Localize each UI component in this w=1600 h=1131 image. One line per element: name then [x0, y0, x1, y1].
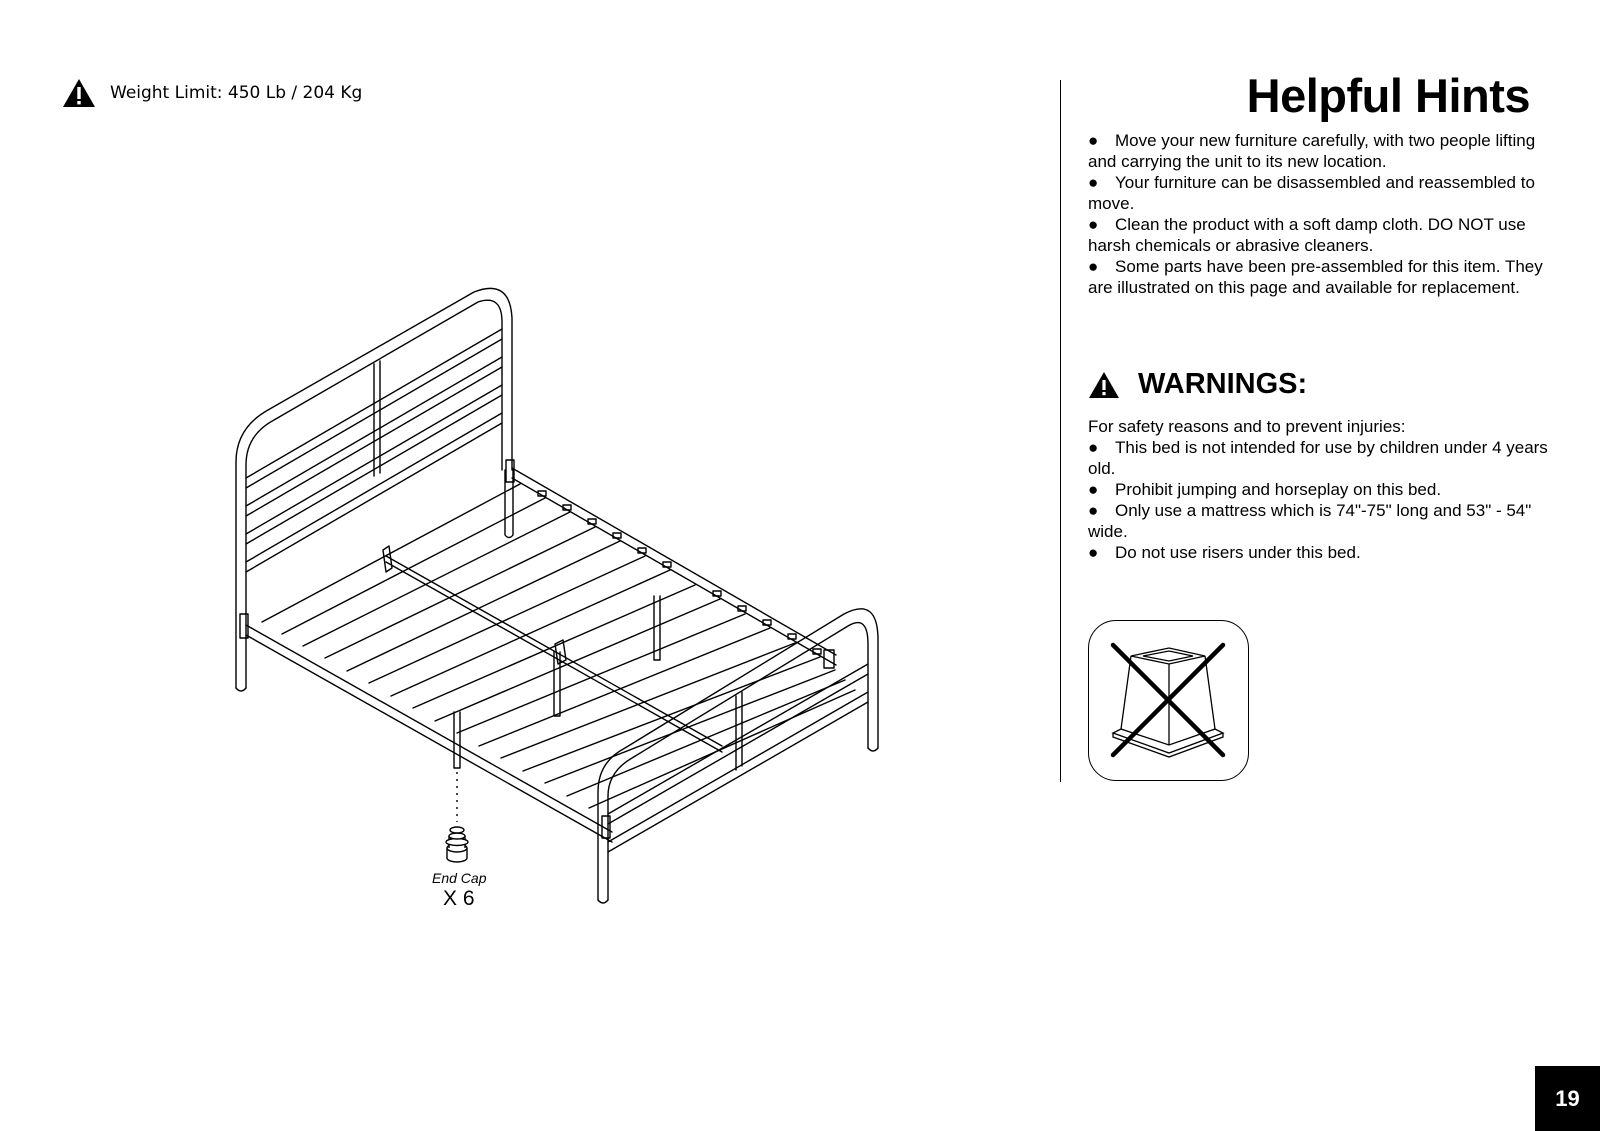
helpful-hints-title: Helpful Hints [1246, 69, 1530, 122]
list-item: ● Some parts have been pre-assembled for this item. They are illustrated on this page and available for replacement. [1088, 257, 1543, 297]
list-item: ● Clean the product with a soft damp cloth. DO NOT use harsh chemicals or abrasive cleaners. [1088, 215, 1526, 255]
list-item: ● Do not use risers under this bed. [1088, 543, 1361, 562]
warnings-header [1088, 368, 1307, 401]
helpful-hints-list [1088, 130, 1548, 298]
bullet-icon: ● [1088, 257, 1099, 276]
end-cap-icon [446, 827, 468, 862]
warnings-intro: For safety reasons and to prevent injuries: [1088, 417, 1406, 436]
bullet-icon: ● [1088, 131, 1099, 150]
page-number: 19 [1535, 1066, 1600, 1131]
list-item: ● This bed is not intended for use by children under 4 years old. [1088, 438, 1548, 478]
list-item: ● Prohibit jumping and horseplay on this bed. [1088, 480, 1442, 499]
end-cap-quantity: X 6 [443, 887, 475, 910]
no-risers-icon [1088, 620, 1249, 781]
warnings-list [1088, 437, 1548, 563]
bullet-icon: ● [1088, 438, 1099, 457]
list-item: ● Move your new furniture carefully, with two people lifting and carrying the unit to its new location. [1088, 131, 1536, 171]
weight-limit-text: Weight Limit: 450 Lb / 204 Kg [110, 83, 363, 103]
warning-triangle-icon [1088, 371, 1120, 399]
bullet-icon: ● [1088, 501, 1099, 520]
bullet-icon: ● [1088, 173, 1099, 192]
bullet-icon: ● [1088, 215, 1099, 234]
bullet-icon: ● [1088, 480, 1099, 499]
bullet-icon: ● [1088, 543, 1099, 562]
end-cap-label: End Cap [432, 870, 487, 886]
list-item: ● Only use a mattress which is 74"-75" long and 53" - 54" wide. [1088, 501, 1532, 541]
column-divider [1060, 80, 1061, 782]
warnings-title: WARNINGS: [1138, 368, 1308, 400]
list-item: ● Your furniture can be disassembled and reassembled to move. [1088, 173, 1535, 213]
